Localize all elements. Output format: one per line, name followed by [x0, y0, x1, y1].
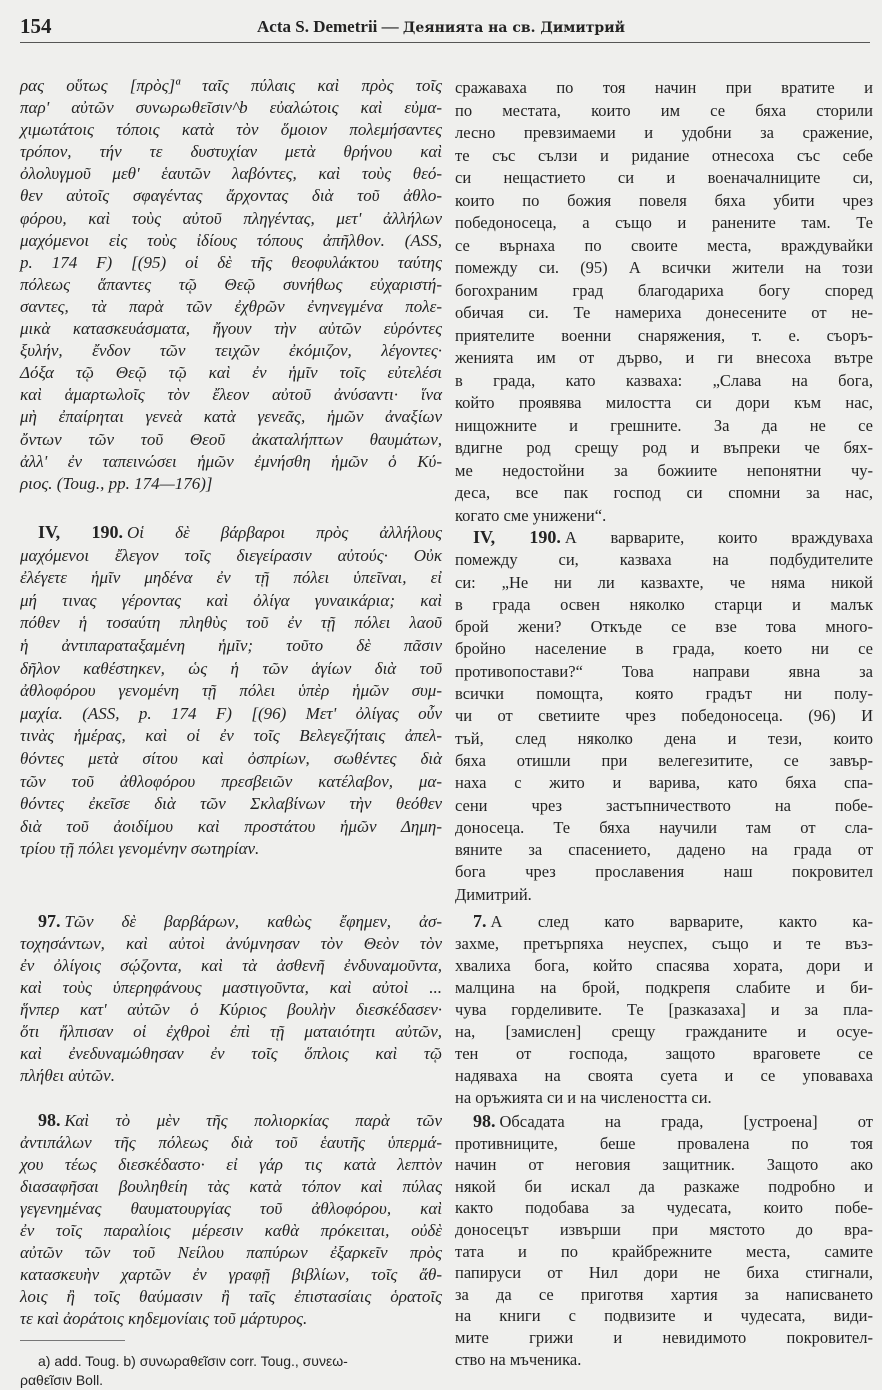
line-text: обичая си. Те намериха донесените от не-: [455, 303, 873, 322]
text-line: [455, 370, 873, 393]
line-text: αὐτῶν τῶν τοῦ Νείλου παπύρων ἐξαρκεῖν πρὸς: [20, 1243, 442, 1262]
text-line: [455, 1197, 873, 1219]
line-text: си: „Не ни ли казвахте, че няма никой: [455, 572, 873, 592]
line-text: противопостави?“ Това направи явна за: [455, 661, 873, 681]
line-text: всички помощта, която градът ни полу-: [455, 684, 873, 704]
line-text: наха с жито и варива, като бяха спа-: [455, 773, 873, 793]
text-line: [20, 75, 442, 97]
line-text: τρίου τῇ πόλει γενομένην σωτηρίαν.: [20, 839, 260, 859]
line-text: λοις ἢ τοῖς θαύμασιν ἢ ταῖς ἐπιστασίαις ὁρατοῖς: [20, 1287, 442, 1306]
text-line: [20, 252, 442, 274]
text-line: [20, 1242, 442, 1264]
line-text: малцина на брой, подкрепя слабите и би-: [455, 978, 873, 997]
text-line: [20, 612, 442, 635]
text-line: [455, 482, 873, 505]
line-text: θόντες ἐκεῖσε διὰ τῶν Σκλαβίνων τὴν θεόθεν: [20, 794, 442, 814]
line-text: δῆλον καθέστηκεν, ὡς ἡ τῶν ἁγίων διὰ τοῦ: [20, 658, 442, 678]
text-line: [455, 325, 873, 348]
line-text: διασαφῆσαι βουληθείη τὰς κατὰ τόπον καὶ πύλας: [20, 1177, 442, 1196]
text-line: [455, 683, 873, 705]
line-text: πόθεν ἡ τοσαύτη πληθὺς τοῦ ἐν τῇ πόλει λαοῦ: [20, 613, 442, 633]
text-line: [455, 1154, 873, 1176]
text-line: [20, 185, 442, 207]
text-line: [455, 999, 873, 1021]
line-text: А след като варварите, както ка-: [490, 912, 873, 931]
line-text: ме недостойни за божиите непонятни чу-: [455, 460, 873, 480]
running-header-cyrillic: Деянията на св. Димитрий: [402, 20, 625, 36]
line-text: διὰ τοῦ ἀοιδίμου καὶ προστάτου ἡμῶν Δημη-: [20, 816, 442, 836]
text-line: [20, 384, 442, 406]
text-line: [20, 771, 442, 794]
line-text: които по божия повеля бяха убити чрез: [455, 190, 873, 210]
line-text: те със сълзи и ридание отнесоха със себе: [455, 145, 873, 165]
line-text: ство на мъченика.: [455, 1349, 582, 1369]
text-line: [20, 838, 442, 861]
line-text: лесно превзимаеми и удобни за сражение,: [455, 123, 873, 142]
text-line: [455, 1241, 873, 1263]
text-line: [20, 590, 442, 613]
line-text: ἥνπερ κατ' αὐτῶν ὁ Κύριος βουλὴν διεσκέδασεν·: [20, 1000, 442, 1019]
text-line: [20, 955, 442, 977]
line-text: μὴ ἐπαίρηται γενεὰ κατὰ γενεᾶς, ἡμῶν ἀναξίων: [20, 407, 442, 427]
paragraph: [455, 526, 873, 906]
line-text: τινὰς ἡμέρας, καὶ οἱ ἐν τοῖς Βελεγεζήταις ἀπελ-: [20, 726, 442, 746]
line-text: помежду си. (95) А всички жители на този: [455, 258, 873, 277]
text-line: [20, 230, 442, 252]
line-text: тен от господа, защото враговете се: [455, 1044, 873, 1063]
text-line: [455, 572, 873, 594]
text-line: [20, 1308, 442, 1330]
text-line: [20, 567, 442, 590]
text-line: [455, 638, 873, 660]
text-line: [455, 1065, 873, 1087]
text-line: [20, 545, 442, 568]
text-line: [455, 817, 873, 839]
paragraph: [20, 910, 442, 1087]
text-line: [455, 526, 873, 549]
line-text: παρ' αὐτῶν συνωρωθεῖσιν^b εὐαλώτοις καὶ εὐμα-: [20, 98, 442, 118]
text-line: [20, 1132, 442, 1154]
text-line: [455, 728, 873, 750]
text-line: [455, 594, 873, 616]
text-line: [455, 795, 873, 817]
line-text: θόντες μετὰ σίτου καὶ ὀσπρίων, σωθέντες διὰ: [20, 748, 442, 768]
line-text: p. 174 F) [(95) οἱ δὲ τῆς θεοφυλάκτου ταύτης: [20, 252, 442, 272]
line-text: тата и по крайбрежните места, самите: [455, 1241, 873, 1261]
line-text: тъй, след няколко дена и тези, които: [455, 728, 873, 748]
text-line: [455, 861, 873, 883]
text-line: [20, 163, 442, 185]
footnote-line: a) add. Toug. b) συνωραθεῖσιν corr. Toug., συνεω-: [38, 1353, 348, 1369]
line-text: чува горделивите. Те [разказаха] и за пла-: [455, 1000, 873, 1019]
text-line: [20, 680, 442, 703]
line-text: Обсадата на града, [устроена] от: [499, 1112, 873, 1131]
line-text: в града, като казваха: „Слава на бога,: [455, 370, 873, 390]
text-line: [20, 793, 442, 816]
text-line: [20, 1264, 442, 1286]
text-line: [455, 392, 873, 415]
line-text: по местата, които им се бяха сторили: [455, 100, 873, 120]
paragraph: [455, 1111, 873, 1370]
line-text: бяха отишли при велегезитите, се завър-: [455, 750, 873, 770]
line-text: μή τινας γέροντας καὶ ὀλίγα γυναικάρια; καὶ: [20, 590, 442, 610]
text-line: [455, 1087, 873, 1109]
line-text: вяните за спасението, дадено на града от: [455, 840, 873, 860]
line-text: бройно население в града, което ни се: [455, 639, 873, 659]
text-line: [20, 977, 442, 999]
line-text: доносеца. Те бяха научили там от сла-: [455, 817, 873, 837]
text-line: [20, 1198, 442, 1220]
line-text: μικὰ κατασκευάσματα, ἤγουν τὴν αὐτῶν εὑρόντες: [20, 319, 442, 339]
text-line: [20, 1286, 442, 1308]
text-line: [455, 1219, 873, 1241]
line-text: сражаваха по тоя начин при вратите и: [455, 78, 873, 97]
paragraph-number: 7.: [473, 911, 487, 931]
text-line: [455, 839, 873, 861]
text-line: [455, 772, 873, 794]
paragraph: [20, 1109, 442, 1330]
line-text: Δόξα τῷ Θεῷ τῷ καὶ ἐν ἡμῖν τοῖς εὐτελέσι: [20, 363, 442, 383]
line-text: τῶν τοῦ ἀθλοφόρου πρεσβειῶν κατέλαβον, μα-: [20, 771, 442, 791]
line-text: мите грижи и невидимото покровител-: [455, 1327, 873, 1347]
text-line: [455, 661, 873, 683]
text-line: [20, 473, 442, 495]
text-line: [20, 141, 442, 163]
line-text: някой би искал да разкаже подробно и: [455, 1176, 873, 1196]
line-text: на книги с подвизите и чудесата, види-: [455, 1306, 873, 1326]
line-text: чи от светиите чрез победоносеца. (96) И: [455, 706, 873, 726]
line-text: на оръжията си и на числеността си.: [455, 1088, 712, 1107]
paragraph: [455, 910, 873, 1109]
line-text: в града освен няколко старци и малък: [455, 594, 873, 614]
line-text: помежду си, казваха на подбудителите: [455, 550, 873, 570]
text-line: [455, 616, 873, 638]
line-text: καὶ ἁμαρτωλοῖς τὸν ἔλεον αὐτοῦ ἀνύσαντι· ἵνα: [20, 385, 442, 405]
text-line: [20, 406, 442, 428]
line-text: τε καὶ ἀοράτοις κηδεμονίαις τοῦ μάρτυρος.: [20, 1309, 308, 1328]
text-line: [20, 296, 442, 318]
text-line: [20, 933, 442, 955]
text-line: [20, 97, 442, 119]
line-text: приятелите военни снаряжения, т. е. съоръ-: [455, 325, 873, 345]
line-text: който проявява милостта си дори към нас,: [455, 393, 873, 412]
text-line: [455, 302, 873, 325]
line-text: ρας οὕτως [πρὸς]ª ταῖς πύλαις καὶ πρὸς τοῖς: [20, 76, 442, 95]
line-text: си нещастието си и военачалниците си,: [455, 168, 873, 187]
text-line: [20, 318, 442, 340]
line-text: ἀλλ' ἐν ταπεινώσει ἡμῶν ἐμνήσθη ἡμῶν ὁ Κύ-: [20, 451, 442, 471]
text-line: [455, 1133, 873, 1155]
line-text: Οἱ δὲ βάρβαροι πρὸς ἀλλήλους: [127, 523, 442, 542]
text-line: [455, 549, 873, 571]
text-line: [455, 977, 873, 999]
line-text: на, [замислен] срещу гражданите и осуе-: [455, 1022, 873, 1041]
footnotes: [20, 1352, 442, 1390]
text-line: [455, 1111, 873, 1133]
text-line: [455, 1284, 873, 1306]
text-line: [455, 933, 873, 955]
text-line: [455, 1021, 873, 1043]
text-line: [455, 705, 873, 727]
text-line: [455, 505, 873, 528]
paragraph-number: 97.: [38, 911, 61, 931]
line-text: καὶ ἐνεδυναμώθησαν ἐν τοῖς ὅπλοις καὶ τῷ: [20, 1044, 442, 1063]
text-line: [20, 748, 442, 771]
footnote-line: ραθεῖσιν Boll.: [20, 1372, 104, 1388]
line-text: μαχία. (ASS, p. 174 F) [(96) Μετ' ὀλίγας οὖν: [20, 703, 442, 723]
text-line: [455, 1176, 873, 1198]
text-line: [20, 725, 442, 748]
text-line: [455, 167, 873, 190]
text-line: [455, 884, 873, 906]
text-line: [455, 145, 873, 168]
paragraph: [455, 77, 873, 527]
text-line: [455, 910, 873, 933]
text-line: [455, 1043, 873, 1065]
paragraph: [20, 75, 442, 495]
line-text: доносецът извърши при мястото до вра-: [455, 1219, 873, 1239]
text-line: [20, 1109, 442, 1132]
text-line: [455, 347, 873, 370]
line-text: за да се приготвя хартия за написването: [455, 1284, 873, 1304]
text-line: [455, 100, 873, 123]
line-text: противниците, беше провалена по тоя: [455, 1133, 873, 1153]
text-line: [20, 658, 442, 681]
text-line: [455, 1349, 873, 1371]
line-text: ριος. (Toug., pp. 174—176)]: [20, 473, 213, 493]
text-line: [455, 750, 873, 772]
line-text: победоносеца, а също и ранените там. Те: [455, 213, 873, 232]
paragraph-number: IV, 190.: [38, 522, 124, 542]
header-rule: [20, 42, 870, 43]
paragraph-number: 98.: [473, 1111, 496, 1131]
line-text: καὶ τοὺς ὑπερηφάνους μαστιγοῦντα, καὶ αὐτοὶ ...: [20, 978, 442, 997]
line-text: ἐν τοῖς παραλίοις μέρεσιν καθὰ πρόκειται, οὐδὲ: [20, 1221, 442, 1240]
text-line: [20, 429, 442, 451]
line-text: нищожните и грешните. За да не се: [455, 415, 873, 435]
text-line: [455, 190, 873, 213]
text-line: [20, 208, 442, 230]
text-line: [455, 460, 873, 483]
text-line: [20, 999, 442, 1021]
text-line: [455, 122, 873, 145]
line-text: вдигне род срещу род и въпреки че бях-: [455, 438, 873, 457]
page-number: 154: [20, 14, 52, 38]
text-line: [20, 910, 442, 933]
text-line: [20, 451, 442, 473]
text-line: [455, 280, 873, 303]
line-text: както подобава за чудесата, които побе-: [455, 1198, 873, 1218]
text-line: [455, 415, 873, 438]
text-line: [455, 1305, 873, 1327]
line-text: γεγενημένας θαυματουργίας τοῦ ἀθλοφόρου, καὶ: [20, 1199, 442, 1218]
text-line: [20, 816, 442, 839]
line-text: μαχόμενοι εἰς τοὺς ἰδίους τόπους ἀπῆλθον. (ASS,: [20, 230, 442, 250]
line-text: τοχησάντων, καὶ αὐτοὶ ἀνύμνησαν τὸν Θεὸν τὸν: [20, 934, 442, 953]
line-text: богохраним град благодариха богу според: [455, 280, 873, 300]
line-text: папируси от Нил дори не биха стигнали,: [455, 1263, 873, 1283]
line-text: се върнаха по своите места, враждувайки: [455, 235, 873, 255]
line-text: τρόπον, τήν τε δυστυχίαν μετὰ θρήνου καὶ: [20, 142, 442, 162]
line-text: когато сме унижени“.: [455, 505, 607, 525]
paragraph-number: IV, 190.: [473, 527, 561, 547]
text-line: [455, 235, 873, 258]
line-text: ὀλολυγμοῦ μεθ' ἑαυτῶν λαβόντες, καὶ τοὺς θεό-: [20, 164, 442, 184]
line-text: πλήθει αὐτῶν.: [20, 1066, 115, 1085]
line-text: ἡ ἀντιπαραταξαμένη ἡμῖν; τοῦτο δὲ πᾶσιν: [20, 635, 442, 655]
text-line: [455, 955, 873, 977]
line-text: хвалиха бога, който спасява хората, дори и: [455, 956, 873, 975]
line-text: ἀντιπάλων τῆς πόλεως διὰ τοῦ ἑαυτῆς ὑπερμά-: [20, 1133, 442, 1152]
text-line: [455, 1262, 873, 1284]
text-line: [20, 703, 442, 726]
text-line: [455, 437, 873, 460]
line-text: женията им от дърво, и ги внесоха вътре: [455, 348, 873, 367]
footnote-rule: [20, 1340, 125, 1341]
line-text: κατασκευὴν χαρτῶν ἐν γραφῇ βιβλίων, τοῖς ἄθ-: [20, 1265, 442, 1284]
line-text: φόρου, καὶ τοὺς αὐτοῦ πληγέντας, μετ' ἀλλήλων: [20, 208, 442, 228]
line-text: χιμωτάτοις τόποις κατὰ τὸν ὅμοιον πολεμήσαντες: [20, 120, 442, 140]
text-line: [20, 1021, 442, 1043]
line-text: захме, претърпяха неуспех, също и те въз-: [455, 934, 873, 953]
line-text: ἀθλοφόρου γενομένη τῇ πόλει ὑπὲρ ἡμῶν συμ-: [20, 681, 442, 701]
line-text: μαχόμενοι ἔλεγον τοῖς διεγείρασιν αὐτούς· Οὐκ: [20, 545, 442, 565]
text-line: [455, 212, 873, 235]
text-line: [20, 635, 442, 658]
text-line: [20, 340, 442, 362]
line-text: сени чрез застъпничеството на побе-: [455, 795, 873, 815]
text-line: [20, 1176, 442, 1198]
text-line: [20, 1043, 442, 1065]
line-text: ξυλήν, ἔνδον τῶν τειχῶν ἐκόμιζον, λέγοντες·: [20, 341, 442, 361]
text-line: [455, 257, 873, 280]
line-text: θεν αὐτοῖς σφαγέντας ἄρχοντας διὰ τοῦ ἀθλο-: [20, 186, 442, 206]
text-line: [20, 119, 442, 141]
line-text: ὅτι ἤλπισαν οἱ ἐχθροὶ ἐπὶ τῇ ματαιότητι αὐτῶν,: [20, 1022, 442, 1041]
text-line: [20, 362, 442, 384]
running-header-latin: Acta S. Demetrii —: [257, 17, 399, 36]
text-line: [455, 77, 873, 100]
line-text: χου τέως διεσκέδαστο· εἰ γάρ τις κατὰ λεπτὸν: [20, 1155, 442, 1174]
text-line: [20, 1154, 442, 1176]
line-text: Τῶν δὲ βαρβάρων, καθὼς ἔφημεν, ἀσ-: [64, 912, 442, 931]
text-line: [20, 521, 442, 545]
line-text: начин от неговия защитник. Защото ако: [455, 1155, 873, 1175]
line-text: Димитрий.: [455, 884, 532, 904]
line-text: Καὶ τὸ μὲν τῆς πολιορκίας παρὰ τῶν: [64, 1111, 442, 1130]
text-line: [20, 1220, 442, 1242]
text-line: [20, 1065, 442, 1087]
text-line: [20, 274, 442, 296]
text-line: [455, 1327, 873, 1349]
line-text: σαντες, τὰ παρὰ τῶν ἐχθρῶν ἐνηνεγμένα πολε-: [20, 296, 442, 316]
running-header: [0, 17, 882, 37]
line-text: ἐλέγετε ἡμῖν μηδένα ἐν τῇ πόλει ὑπεῖναι, εἰ: [20, 568, 442, 588]
line-text: деса, все пак господ си спомни за нас,: [455, 483, 873, 502]
line-text: бога чрез прославения наш покровител: [455, 862, 873, 882]
line-text: А варварите, които враждуваха: [564, 528, 873, 547]
line-text: надяваха на своята суета и се уповаваха: [455, 1066, 873, 1085]
paragraph: [20, 521, 442, 861]
line-text: брой жени? Откъде се взе това много-: [455, 617, 873, 637]
line-text: ὄντων τῶν τοῦ Θεοῦ ἀκαταλήπτων θαυμάτων,: [20, 429, 442, 449]
paragraph-number: 98.: [38, 1110, 61, 1130]
line-text: πόλεως ἅπαντες τῷ Θεῷ συνήθως εὐχαριστή-: [20, 274, 442, 294]
line-text: ἐν ὀλίγοις σῴζοντα, καὶ τὰ ἀσθενῆ ἐνδυναμοῦντα,: [20, 956, 442, 975]
